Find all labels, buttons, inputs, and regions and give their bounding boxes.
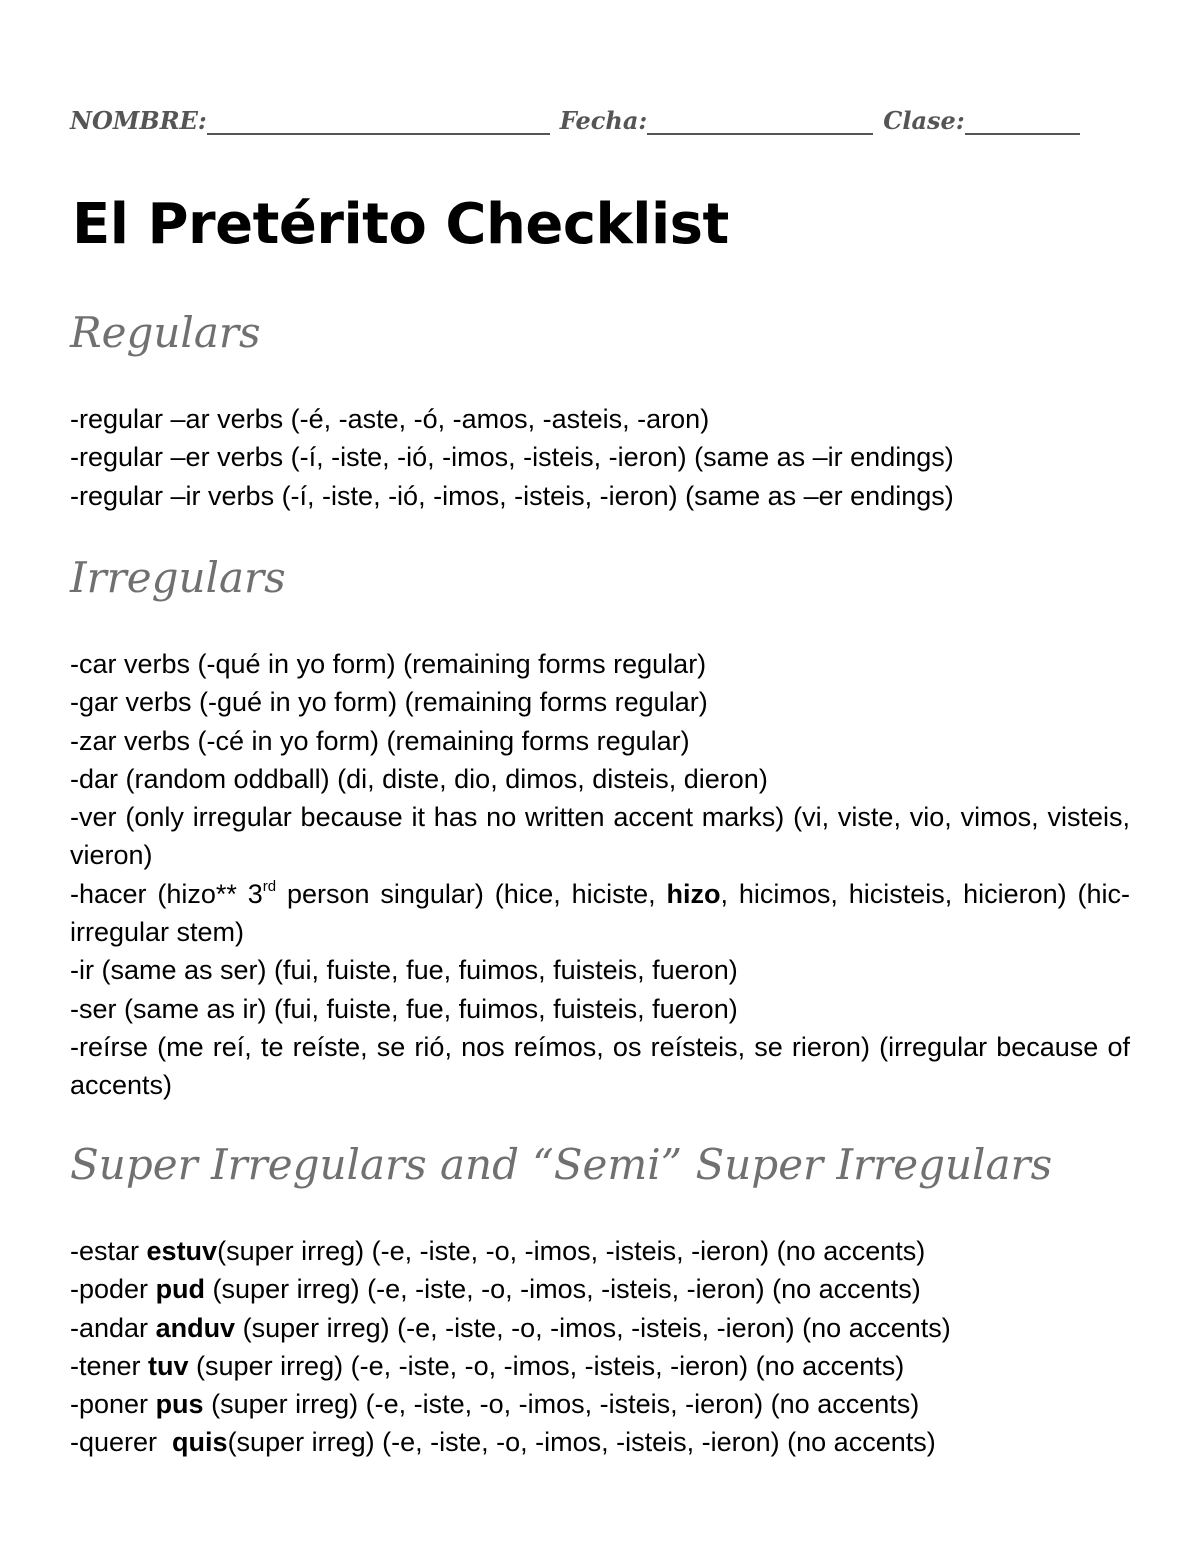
date-label: Fecha:: [559, 106, 648, 135]
header-fields: [70, 106, 1110, 135]
verb: -andar: [70, 1312, 156, 1343]
list-item: -dar (random oddball) (di, diste, dio, dimos, disteis, dieron): [70, 763, 768, 794]
hacer-prefix: -hacer (hizo** 3: [70, 878, 263, 909]
verb: -querer: [70, 1427, 173, 1458]
list-item: -reírse (me reí, te reíste, se rió, nos reímos, os reísteis, se rieron) (irregular because of accents): [70, 1031, 1130, 1101]
class-label: Clase:: [883, 106, 965, 135]
list-item: -ver (only irregular because it has no written accent marks) (vi, viste, vio, vimos, visteis, vieron): [70, 802, 1130, 871]
endings: (super irreg) (-e, -iste, -o, -imos, -isteis, -ieron) (no accents): [235, 1312, 951, 1343]
endings: (super irreg) (-e, -iste, -o, -imos, -isteis, -ieron) (no accents): [217, 1236, 926, 1266]
verb: -tener: [70, 1350, 149, 1381]
irregulars-list: [70, 645, 1130, 1105]
verb: -poner: [70, 1389, 156, 1420]
name-blank-line: [207, 109, 550, 135]
super-irregulars-list: [70, 1232, 1130, 1462]
endings: (super irreg) (-e, -iste, -o, -imos, -isteis, -ieron) (no accents): [188, 1350, 905, 1381]
list-item: -zar verbs (-cé in yo form) (remaining forms regular): [70, 725, 690, 756]
list-item: -regular –ar verbs (-é, -aste, -ó, -amos, -asteis, -aron): [70, 404, 710, 434]
stem: tuv: [148, 1350, 189, 1381]
irregulars-heading: Irregulars: [70, 553, 286, 602]
stem: pud: [155, 1274, 206, 1305]
page-title: El Pretérito Checklist: [72, 192, 729, 257]
stem: estuv: [146, 1236, 218, 1266]
hacer-bold-form: hizo: [666, 878, 721, 909]
list-item: -ser (same as ir) (fui, fuiste, fue, fuimos, fuisteis, fueron): [70, 993, 738, 1024]
hacer-superscript: rd: [262, 877, 277, 895]
super-irregulars-heading: Super Irregulars and “Semi” Super Irregulars: [70, 1140, 1053, 1189]
list-item: [70, 1423, 1130, 1461]
list-item: [70, 1347, 1130, 1385]
list-item: -regular –er verbs (-í, -iste, -ió, -imos, -isteis, -ieron) (same as –ir endings): [70, 442, 954, 473]
list-item: -regular –ir verbs (-í, -iste, -ió, -imos, -isteis, -ieron) (same as –er endings): [70, 480, 954, 511]
regulars-list: [70, 400, 1130, 515]
stem: pus: [155, 1389, 204, 1420]
endings: (super irreg) (-e, -iste, -o, -imos, -isteis, -ieron) (no accents): [227, 1427, 936, 1458]
list-item: [70, 1385, 1130, 1423]
list-item-hacer: [70, 875, 1130, 952]
regulars-heading: Regulars: [70, 308, 261, 357]
verb: -poder: [70, 1274, 156, 1305]
hacer-suffix: , hicimos, hicisteis, hicieron) (hic- irregular stem): [70, 878, 1130, 948]
date-blank-line: [647, 109, 873, 135]
endings: (super irreg) (-e, -iste, -o, -imos, -isteis, -ieron) (no accents): [205, 1274, 921, 1305]
list-item: -ir (same as ser) (fui, fuiste, fue, fuimos, fuisteis, fueron): [70, 955, 738, 986]
verb: -estar: [70, 1236, 147, 1266]
list-item: [70, 1270, 1130, 1308]
list-item: [70, 1232, 1130, 1270]
list-item: -car verbs (-qué in yo form) (remaining forms regular): [70, 649, 707, 679]
list-item: [70, 1309, 1130, 1347]
endings: (super irreg) (-e, -iste, -o, -imos, -isteis, -ieron) (no accents): [203, 1389, 920, 1420]
class-blank-line: [965, 109, 1080, 135]
hacer-mid: person singular) (hice, hiciste,: [276, 878, 667, 909]
stem: quis: [172, 1427, 228, 1458]
name-label: NOMBRE:: [70, 106, 207, 135]
list-item: -gar verbs (-gué in yo form) (remaining forms regular): [70, 687, 708, 718]
stem: anduv: [155, 1312, 236, 1343]
